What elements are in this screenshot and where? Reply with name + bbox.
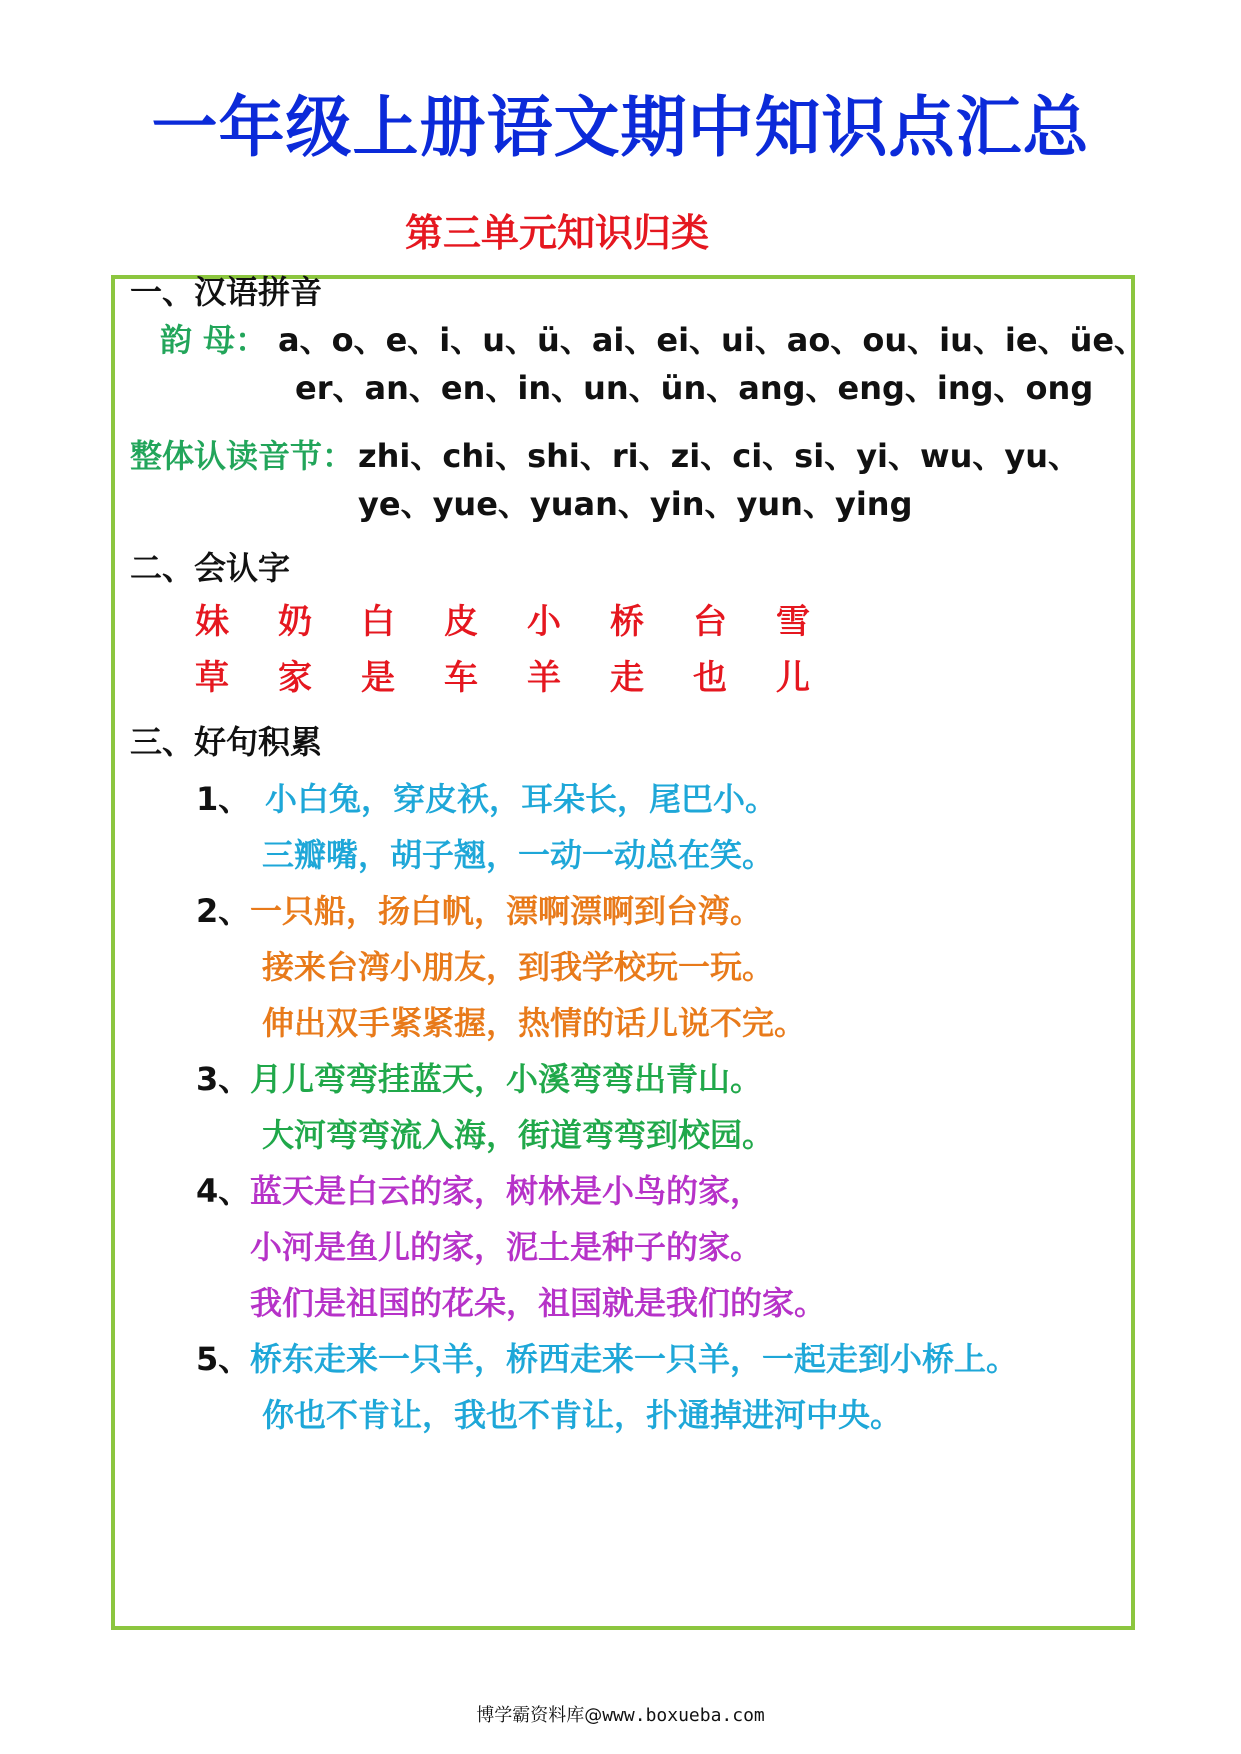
character: 草	[195, 658, 229, 698]
sentence-line: 桥东走来一只羊，桥西走来一只羊，一起走到小桥上。	[250, 1340, 1019, 1378]
sentence-line: 你也不肯让，我也不肯让，扑通掉进河中央。	[262, 1396, 903, 1434]
character: 车	[444, 658, 478, 698]
character: 家	[278, 658, 312, 698]
sentence-number: 4、	[196, 1172, 251, 1210]
sentence-line: 蓝天是白云的家，树林是小鸟的家，	[250, 1172, 763, 1210]
sentence-number: 3、	[196, 1060, 251, 1098]
characters-row-2	[195, 656, 859, 700]
character: 儿	[776, 658, 810, 698]
character: 台	[693, 602, 727, 642]
section-characters-heading: 二、会认字	[130, 549, 291, 587]
sentence-line: 伸出双手紧紧握，热情的话儿说不完。	[262, 1004, 807, 1042]
character: 雪	[776, 602, 810, 642]
finals-line-1: a、o、e、i、u、ü、ai、ei、ui、ao、ou、iu、ie、üe、	[278, 321, 1147, 359]
sentence-number: 5、	[196, 1340, 251, 1378]
section-sentences-heading: 三、好句积累	[130, 723, 323, 761]
sentence-line: 接来台湾小朋友，到我学校玩一玩。	[262, 948, 775, 986]
whole-syllables-line-2: ye、yue、yuan、yin、yun、ying	[358, 485, 913, 523]
character: 是	[361, 658, 395, 698]
sentence-line: 我们是祖国的花朵，祖国就是我们的家。	[250, 1284, 827, 1322]
section-pinyin-heading: 一、汉语拼音	[130, 273, 323, 311]
whole-syllables-line-1: zhi、chi、shi、ri、zi、ci、si、yi、wu、yu、	[358, 437, 1081, 475]
whole-syllables-label: 整体认读音节：	[130, 437, 355, 475]
finals-label: 韵 母：	[160, 321, 268, 359]
character: 走	[610, 658, 644, 698]
character: 桥	[610, 602, 644, 642]
finals-line-2: er、an、en、in、un、ün、ang、eng、ing、ong	[295, 369, 1094, 407]
sentence-line: 三瓣嘴，胡子翘，一动一动总在笑。	[262, 836, 775, 874]
character: 小	[527, 602, 561, 642]
character: 皮	[444, 602, 478, 642]
character: 羊	[527, 658, 561, 698]
character: 也	[693, 658, 727, 698]
page-title: 一年级上册语文期中知识点汇总	[151, 89, 1090, 166]
sentence-line: 小白兔，穿皮袄，耳朵长，尾巴小。	[265, 780, 778, 818]
character: 妹	[195, 602, 229, 642]
sentence-line: 大河弯弯流入海，街道弯弯到校园。	[262, 1116, 775, 1154]
unit-subtitle: 第三单元知识归类	[405, 211, 710, 255]
sentence-number: 2、	[196, 892, 251, 930]
sentence-number: 1、	[196, 780, 251, 818]
footer-watermark	[0, 1704, 1241, 1728]
character: 白	[361, 602, 395, 642]
sentence-line: 小河是鱼儿的家，泥土是种子的家。	[250, 1228, 763, 1266]
character: 奶	[278, 602, 312, 642]
footer-site-name: 博学霸资料库@	[476, 1705, 603, 1726]
characters-row-1	[195, 600, 859, 644]
sentence-line: 一只船，扬白帆，漂啊漂啊到台湾。	[250, 892, 763, 930]
sentence-line: 月儿弯弯挂蓝天，小溪弯弯出青山。	[250, 1060, 763, 1098]
footer-url: www.boxueba.com	[602, 1705, 765, 1726]
